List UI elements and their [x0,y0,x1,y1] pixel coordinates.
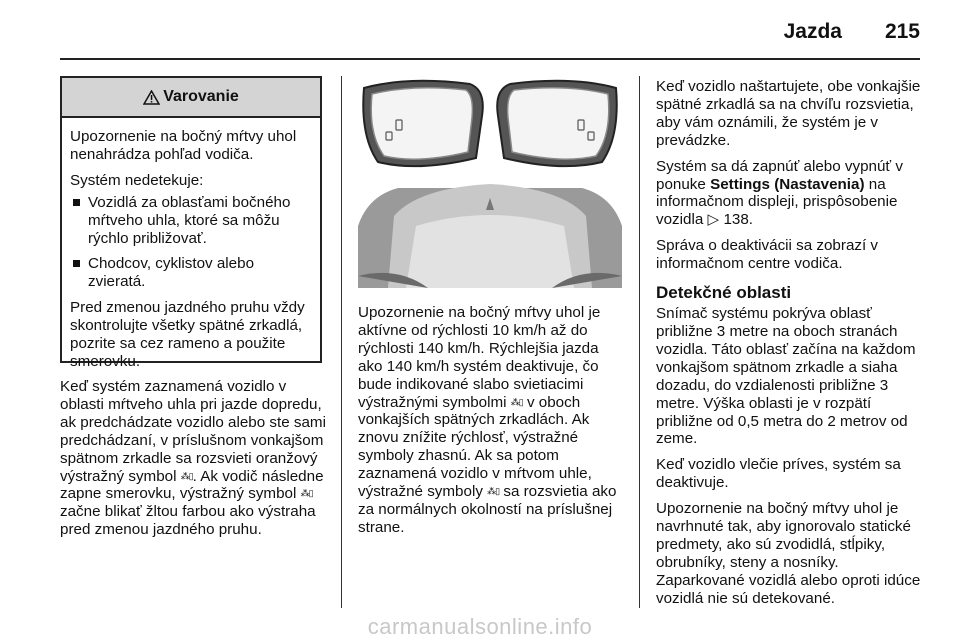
paragraph [60,378,328,539]
bullet-text: Vozidlá za oblasťami bočného mŕtveho uhla, ktoré sa môžu rýchlo približovať. [88,193,291,247]
warning-advice: Pred zmenou jazdného pruhu vždy skontrolujte všetky spätné zrkadlá, pozrite sa cez rameno a použite smerovku. [70,299,305,370]
blind-spot-symbol-icon: ⁂▯ [487,486,500,497]
text-run: na informačnom displeji, prispôsobenie vozidla [656,175,898,229]
mirror-illustration [358,76,622,288]
text-run: Systém sa dá zapnúť alebo vypnúť v ponuke [656,157,903,193]
text-run: Upozornenie na bočný mŕtvy uhol je aktívne od rýchlosti 10 km/h až do rýchlosti 140 km/h. Rýchlejšia jazda ako 140 km/h systém deaktivuje, čo bude indikované slabo svietiacimi výstražnými symbolmi [358,304,601,411]
warning-bullet [70,255,312,291]
text-run: v oboch vonkajších spätných zrkadlách. Ak znovu znížite rýchlosť, výstražné symboly zhasnú. Ak sa potom zaznamená vozidlo v mŕtvom uhle, výstražné symboly [358,393,592,501]
menu-name: Settings (Nastavenia) [710,175,865,193]
blind-spot-symbol-icon: ⁂▯ [180,470,193,481]
blind-spot-symbol-icon: ⁂▯ [300,488,313,499]
text-run: Keď systém zaznamená vozidlo v oblasti mŕtveho uhla pri jazde dopredu, ak predchádzate vozidlo alebo ste sami predchádzaní, v príslušnom vonkajšom spätnom zrkadle sa rozsvieti oranžový výstražný symbol [60,378,326,485]
section-title: Jazda [783,20,842,43]
paragraph: Keď vozidlo naštartujete, obe vonkajšie spätné zrkadlá sa na chvíľu rozsvietia, aby vám oznámili, že systém je v prevádzke. [656,78,921,149]
column-divider [639,76,640,608]
column-2-text [358,304,626,545]
warning-triangle-icon [143,90,160,105]
section-heading: Detekčné oblasti [656,283,792,303]
column-divider [341,76,342,608]
paragraph [358,304,626,537]
warning-title: Varovanie [163,88,239,105]
header-rule [60,58,920,60]
page-number: 215 [884,20,920,43]
text-run: . Ak vodič následne zapne smerovku, výstražný symbol [60,467,324,503]
blind-spot-symbol-icon: ⁂▯ [510,396,523,407]
page-header [0,0,960,60]
page-reference: 138. [723,211,753,229]
watermark: carmanualsonline.info [367,614,593,639]
warning-box [60,76,322,370]
paragraph: Správa o deaktivácii sa zobrazí v informačnom centre vodiča. [656,237,879,273]
text-run: začne blikať žltou farbou ako výstraha pred zmenou jazdného pruhu. [60,503,316,539]
paragraph: Keď vozidlo vlečie príves, systém sa deaktivuje. [656,456,901,492]
bullet-text: Chodcov, cyklistov alebo zvieratá. [88,255,255,291]
paragraph: Snímač systému pokrýva oblasť približne 3 metre na oboch stranách vozidla. Táto oblasť začína na každom vonkajšom spätnom zrkadle a siaha dozadu, do vzdialenosti približne 3 metre. Výška oblasti je v rozpätí približne od 0,5 metra do 2 metrov od zeme. [656,305,916,448]
bullet-square-icon [73,260,80,267]
paragraph: Upozornenie na bočný mŕtvy uhol je navrhnuté tak, aby ignorovalo statické predmety, ako sú zvodidlá, stĺpiky, obrubníky, steny a nosníky. Zaparkované vozidlá alebo oproti idúce vozidlá nie sú detekované. [656,500,921,607]
bullet-square-icon [73,199,80,206]
column-3-text [656,78,926,616]
warning-body [62,118,320,371]
warning-header [62,78,320,118]
warning-bullet [70,194,312,248]
paragraph [656,158,926,230]
warning-not-detect: Systém nedetekuje: [70,171,204,189]
page-reference-icon: ▷ [707,211,720,229]
warning-intro: Upozornenie na bočný mŕtvy uhol nenahrádza pohľad vodiča. [70,128,297,163]
column-1-text [60,378,328,547]
text-run: sa rozsvietia ako za normálnych okolností na príslušnej strane. [358,483,617,536]
